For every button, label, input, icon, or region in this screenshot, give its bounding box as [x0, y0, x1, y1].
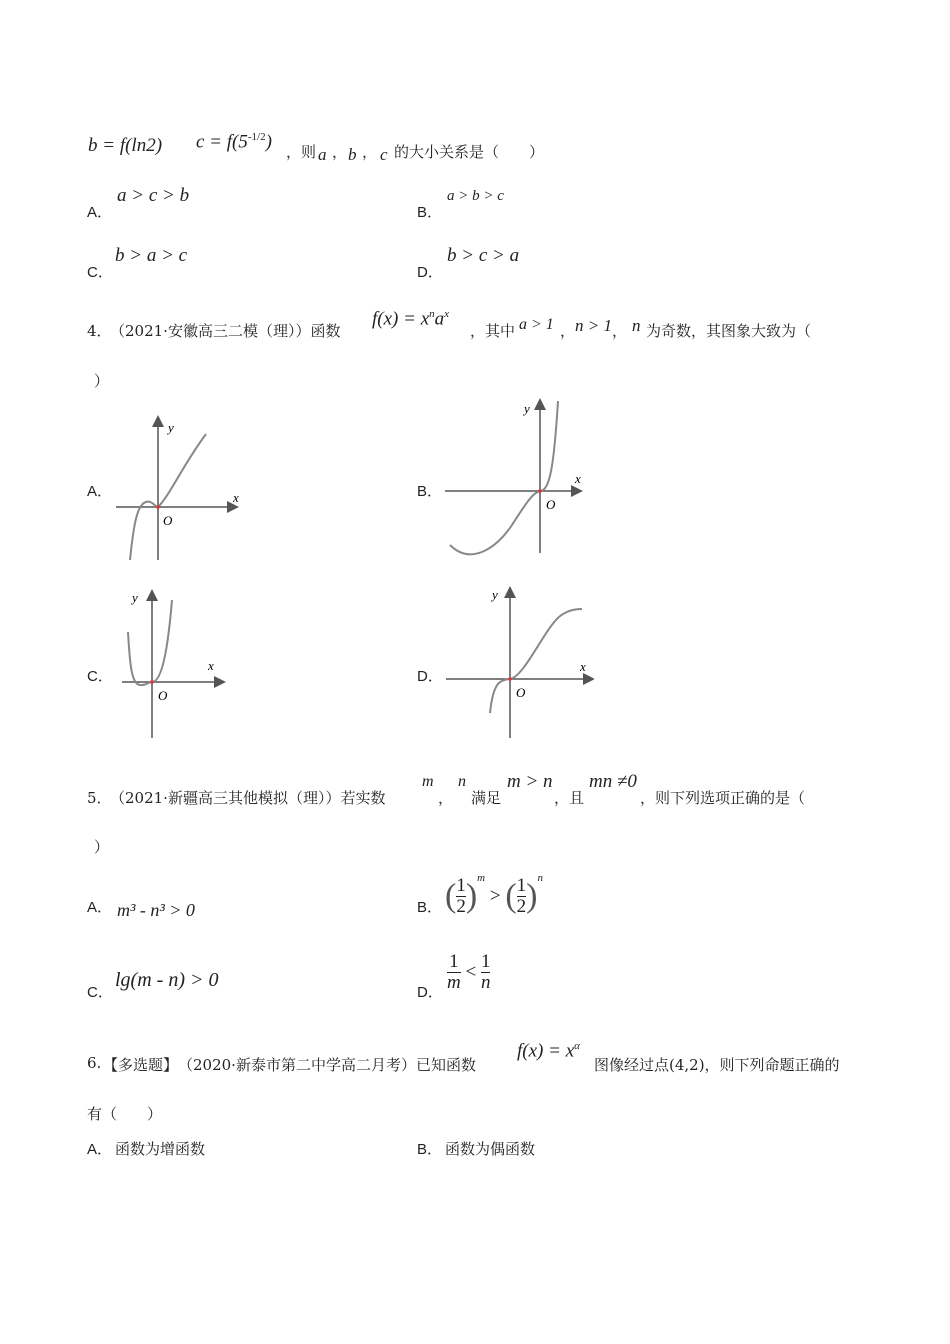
curve	[450, 401, 558, 554]
q6-number: 6.	[87, 1054, 102, 1072]
q5-condition-2: mn ≠0	[589, 771, 637, 792]
q3-option-a-label: A．	[87, 204, 113, 221]
q3-option-b-label: B．	[417, 204, 443, 221]
origin-label: O	[546, 497, 556, 512]
q3-tail: 的大小关系是（ ）	[394, 143, 545, 161]
q5-source: （2021·新疆高三其他模拟（理））若实数	[110, 789, 386, 807]
y-axis-label: y	[168, 420, 174, 435]
q5-option-c-label: C．	[87, 984, 113, 1001]
q4-source: （2021·安徽高三二模（理））函数	[110, 322, 341, 340]
q3-option-c-label: C．	[87, 264, 113, 281]
q4-graph-a	[108, 410, 248, 560]
q6-option-b-text: 函数为偶函数	[445, 1140, 536, 1158]
q3-stem-connector: ，则	[286, 143, 317, 161]
curve	[128, 600, 172, 685]
q5-option-d-expr: $\frac{1}{m}$ < $\frac{1}{n}$	[447, 951, 491, 993]
q4-option-c-label: C．	[87, 668, 113, 685]
q3-option-d-expr: b > c > a	[447, 245, 520, 266]
q3-b-expression: b = f(ln2)	[88, 135, 163, 156]
y-axis-label: y	[132, 590, 138, 605]
q3-option-b-expr: a > b > c	[447, 188, 504, 204]
q3-var-a: a	[318, 145, 327, 164]
q3-var-c: c	[380, 145, 388, 164]
q5-option-b-expr: ( $\frac{1}{2}$ )$^m$ > ( $\frac{1}{2}$ )$^n$	[445, 872, 543, 918]
q5-tail-close: ）	[94, 838, 110, 856]
q4-condition-prefix: ，其中	[470, 322, 516, 340]
q5-option-b-label: B．	[417, 899, 443, 916]
origin-label: O	[158, 688, 168, 703]
y-axis-label: y	[524, 401, 530, 416]
q6-option-a-label: A．	[87, 1141, 113, 1158]
q4-comma: ，	[612, 322, 628, 340]
q6-tail-line2: 有（ ）	[87, 1105, 163, 1123]
q4-tail: 为奇数，其图象大致为（	[646, 322, 812, 340]
q6-source: （2020·新泰市第二中学高二月考）已知函数	[178, 1056, 476, 1074]
q5-comma: ，	[438, 789, 454, 807]
q5-option-a-label: A．	[87, 899, 113, 916]
q5-and: ，且	[554, 789, 585, 807]
q3-comma: ，	[332, 143, 348, 161]
q4-number: 4．	[87, 322, 112, 340]
q6-tag: 【多选题】	[103, 1056, 179, 1074]
curve	[490, 609, 582, 713]
q4-condition-n: n > 1	[575, 316, 612, 335]
q5-number: 5．	[87, 789, 112, 807]
origin-label: O	[163, 513, 173, 528]
q4-graph-d	[444, 585, 594, 740]
q3-comma: ，	[362, 143, 378, 161]
q4-var-n: n	[632, 316, 641, 335]
x-axis-label: x	[580, 659, 586, 674]
x-axis-label: x	[575, 471, 581, 486]
q4-option-d-label: D．	[417, 668, 443, 685]
q5-tail: ，则下列选项正确的是（	[640, 789, 806, 807]
q6-function: $f(x) = x^\alpha$	[517, 1040, 580, 1062]
q4-graph-c	[118, 588, 228, 740]
q4-comma: ，	[560, 322, 576, 340]
q4-option-b-label: B．	[417, 483, 443, 500]
q3-c-expression: $c = f(5^{-1/2})$	[196, 131, 272, 153]
q4-condition-a: a > 1	[519, 316, 554, 333]
q4-graph-b	[440, 395, 590, 565]
q5-var-n: n	[458, 773, 466, 790]
q5-satisfy: 满足	[471, 789, 502, 807]
q5-condition-1: m > n	[507, 771, 553, 792]
x-axis-label: x	[233, 490, 239, 505]
q5-var-m: m	[422, 773, 434, 790]
q4-option-a-label: A．	[87, 483, 113, 500]
q5-option-a-expr: m³ - n³ > 0	[117, 900, 195, 920]
q5-option-c-expr: lg(m - n) > 0	[115, 969, 219, 991]
x-axis-label: x	[208, 658, 214, 673]
q6-tail: 图像经过点(4,2)，则下列命题正确的	[594, 1056, 840, 1074]
q3-option-d-label: D．	[417, 264, 443, 281]
curve	[130, 434, 206, 560]
q4-function: $f(x) = x^na^x$	[372, 308, 450, 330]
y-axis-label: y	[492, 587, 498, 602]
q3-option-c-expr: b > a > c	[115, 245, 188, 266]
q6-option-a-text: 函数为增函数	[115, 1140, 206, 1158]
q6-option-b-label: B．	[417, 1141, 443, 1158]
origin-label: O	[516, 685, 526, 700]
q3-var-b: b	[348, 145, 357, 164]
q5-option-d-label: D．	[417, 984, 443, 1001]
q4-tail-close: ）	[94, 372, 110, 390]
q3-option-a-expr: a > c > b	[117, 185, 190, 206]
